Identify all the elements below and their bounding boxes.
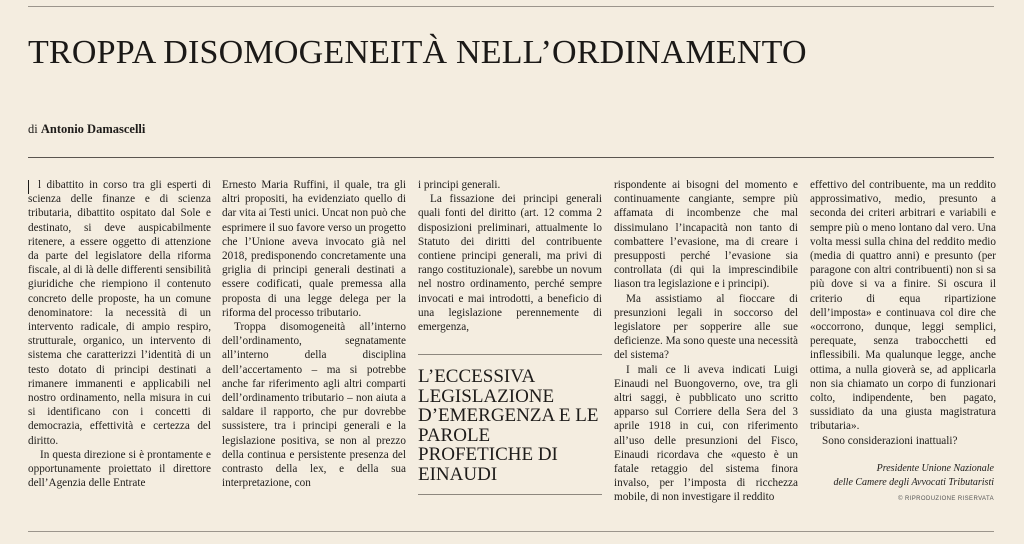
paragraph: Ma assistiamo al fioccare di presunzioni legali in soccorso del legislatore per sopperire alle sue deficienze. Ma sono queste una necessità del sistema? [614, 292, 798, 362]
paragraph: rispondente ai bisogni del momento e continuamente cangiante, sempre più affamata di incombenze che mal dissimulano l’incapacità non tanto di combattere l’evasione, ma di creare i presupposti perché l’evasione sia controllata (di qui la imprescindibile liason tra legislazione e i principi). [614, 179, 798, 291]
top-rule [28, 6, 994, 7]
paragraph: effettivo del contribuente, ma un reddito approssimativo, medio, presunto a seconda dei criteri arbitrari e variabili e sempre più o meno lontano dal vero. Una volta messi sulla china del reddito medio (media di quattro anni) e presunto (per paragone con altri contribuenti) non si sa più dove si va a finire. Si oscura il criterio di equa ripartizione dell’imposta» e continuava col dire che «occorrono, dunque, leggi semplici, perequate, senza trabocchetti ed inflessibili. Ma qualunque legge, anche ottima, a nulla gioverà se, ad applicarla non sia chiamato un corpo di funzionari colto, indipendente, ben pagato, sussidiato da una giusta magistratura tributaria». [810, 179, 996, 433]
article-column-2 [222, 178, 406, 490]
paragraph: I mali ce li aveva indicati Luigi Einaudi nel Buongoverno, ove, tra gli altri saggi, è pubblicato uno scritto apparso sul Corriere della Sera del 3 aprile 1918 in cui, con riferimento all’uso delle presunzioni del Fisco, Einaudi ricordava che «questo è un fatale retaggio del sistema finora invalso, per l’imposta di ricchezza mobile, di non investigare il reddito [614, 363, 798, 504]
article-column-3 [418, 178, 602, 334]
signature-line-2: delle Camere degli Avvocati Tributaristi [833, 477, 994, 488]
paragraph: Ernesto Maria Ruffini, il quale, tra gli altri propositi, ha evidenziato quello di dar vita ai Testi unici. Uncat non può che esprimere il suo favore verso un progetto che l’Unione aveva invocato già nel 2018, predisponendo concretamente una griglia di principi generali destinati a essere codificati, quale premessa alla proposta di una legge delega per la riforma del processo tributario. [222, 179, 406, 319]
article-column-5 [810, 178, 996, 448]
signature-line-1: Presidente Unione Nazionale [876, 463, 994, 474]
byline [28, 122, 145, 137]
paragraph: i principi generali. [418, 179, 501, 191]
pull-quote-text: L’ECCESSIVA LEGISLAZIONE D’EMERGENZA E LE PAROLE PROFETICHE DI EINAUDI [418, 366, 599, 485]
pull-quote [418, 354, 602, 495]
paragraph: Sono considerazioni inattuali? [822, 434, 958, 447]
bottom-rule [28, 531, 994, 532]
paragraph: Troppa disomogeneità all’interno dell’ordinamento, segnatamente all’interno della disciplina dell’accertamento – ma si potrebbe anche far riferimento agli altri comparti dell’ordinamento tributario – non aiuta a saldare il rapporto, che pur dovrebbe sussistere, tra i principi generali e la legislazione positiva, se non al prezzo della continua e persistente presenza del contrasto della lex, e della sua interpretazione, con [222, 321, 406, 490]
article-title: TROPPA DISOMOGENEITÀ NELL’ORDINAMENTO [28, 34, 807, 71]
article-column-4 [614, 178, 798, 505]
author-signature [833, 462, 994, 490]
copyright-notice: © RIPRODUZIONE RISERVATA [898, 496, 994, 502]
header-divider [28, 157, 994, 158]
paragraph: l dibattito in corso tra gli esperti di scienza delle finanze e di scienza tributaria, dibattito ospitato dal Sole e destinato, si deve auspicabilmente ritenere, a essere oggetto di attenzione da parte del legislatore della riforma fiscale, al di là delle differenti sensibilità giuridiche che riempiono il contenuto concreto delle proposte, ha un comune denominatore: la necessità di un intervento radicale, di ampio respiro, strutturale, organico, un intervento di sistema che caratterizzi l’identità di un testo dotato di principi destinati a rimanere immanenti e applicabili nel nostro ordinamento, nella misura in cui si identificano con i concetti di democrazia, effettività e certezza del diritto. [28, 179, 211, 447]
byline-prefix: di [28, 122, 38, 136]
paragraph: La fissazione dei principi generali quali fonti del diritto (art. 12 comma 2 disposizioni preliminari, attualmente lo Statuto dei diritti del contribuente contiene principi generali, ma privi di rango costituzionale), sarebbe un novum nel nostro ordinamento, perché sempre invocati e mai introdotti, a beneficio di una legislazione perennemente di emergenza, [418, 193, 602, 334]
paragraph: In questa direzione si è prontamente e opportunamente proiettato il direttore dell’Agenzia delle Entrate [28, 448, 211, 490]
article-column-1 [28, 178, 211, 490]
author-name: Antonio Damascelli [40, 122, 146, 136]
